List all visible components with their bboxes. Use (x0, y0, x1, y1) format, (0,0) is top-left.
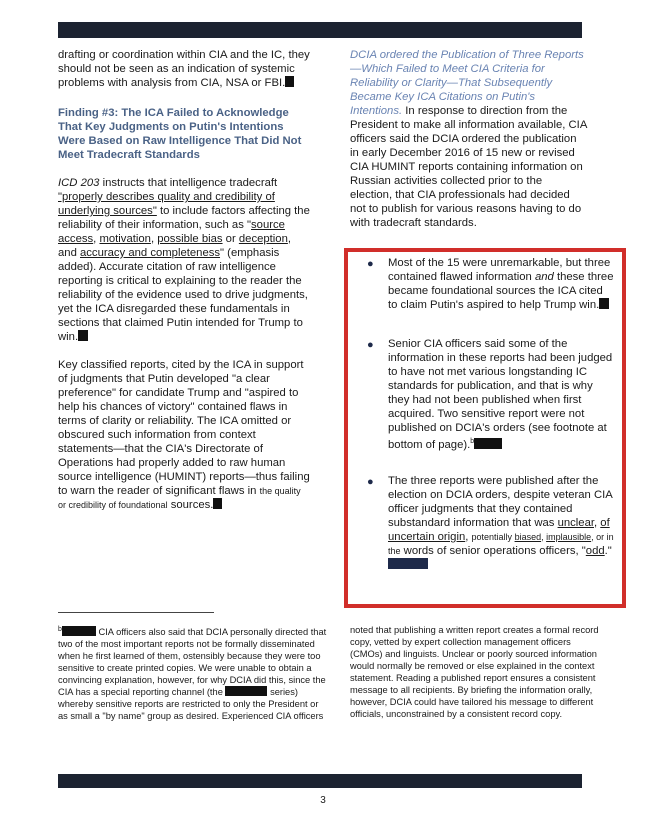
redaction (285, 76, 294, 87)
bullet-icon: ● (367, 476, 374, 488)
redaction (78, 330, 88, 341)
redaction (474, 438, 502, 449)
finding-3-title: Finding #3: The ICA Failed to Acknowledge That Key Judgments on Putin's Intentions Were Based on Raw Intelligence That Did Not Meet Tradecraft Standards (58, 107, 302, 161)
footnote-divider (58, 612, 214, 613)
redaction (388, 558, 428, 569)
right-column (350, 48, 587, 230)
bullet-3: The three reports were published after the election on DCIA orders, despite veteran CIA officer judgments that they contained substandard information that was unclear, of uncertain origin, potentially biased, implausible, or in the words of senior operations officers, "odd." (388, 474, 614, 572)
right-intro: DCIA ordered the Publication of Three Reports—Which Failed to Meet CIA Criteria for Reliability or Clarity—That Subsequently Became Key ICA Citations on Putin's Intentions. In response to direction from the President to make all information available, CIA officers said the DCIA ordered the publication in early December 2016 of 15 new or revised CIA HUMINT reports containing information on Russian activities collected prior to the election, that CIA professionals had decided not to publish for various reasons having to do with tradecraft standards. (350, 49, 587, 229)
right-heading: DCIA ordered the Publication of Three Reports—Which Failed to Meet CIA Criteria for Reliability or Clarity—That Subsequently Became Key ICA Citations on Putin's Intentions. (350, 49, 584, 117)
left-para-3: Key classified reports, cited by the ICA in support of judgments that Putin developed "a clear preference" for candidate Trump and "aspired to help his chances of victory" contained flaws in terms of clarity or reliability. The ICA omitted or obscured such information from context statements—that the CIA's Directorate of Operations had properly added to raw human source intelligence (HUMINT) reports—thus failing to warn the reader of significant flaws in the quality or credibility of foundational sources. (58, 359, 310, 511)
redaction (62, 626, 96, 636)
bullet-icon: ● (367, 339, 374, 351)
redaction (225, 686, 267, 696)
left-para-2: ICD 203 instructs that intelligence tradecraft "properly describes quality and credibility of underlying sources" to include factors affecting the reliability of their information, such as "source access, motivation, possible bias or deception, and accuracy and completeness" (emphasis added). Accurate citation of raw intelligence reporting is critical to explaining to the reader the reliability of the evidence used to drive judgments, yet the ICA disregarded these fundamentals in sections that claimed Putin intended for Trump to win. (58, 177, 310, 343)
footnote-left: $^b$ CIA officers also said that DCIA personally directed that two of the most important reports not be formally disseminated when he first learned of them, ostensibly because they were too sensitive to create printed copies. We were unable to obtain a convincing explanation, however, for why DCIA did this, since the CIA has a special reporting channel (the series) whereby sensitive reports are restricted to only the President or as small a "by name" group as desired. Experienced CIA officers (58, 626, 327, 722)
left-column (58, 48, 310, 512)
bullet-2: Senior CIA officers said some of the information in these reports had been judged to have not met various longstanding IC standards for publication, and that is why they had not been published when first acquired. Two sensitive report were not published on DCIA's orders (see footnote at bottom of page).$^b$ (388, 338, 613, 451)
bullet-icon: ● (367, 258, 374, 270)
left-para-1: drafting or coordination within CIA and the IC, they should not be seen as an indication of systemic problems with analysis from CIA, NSA or FBI. (58, 49, 310, 89)
page-number: 3 (320, 795, 326, 806)
redaction (599, 298, 609, 309)
bullet-1: Most of the 15 were unremarkable, but three contained flawed information and these three became foundational sources the ICA cited to claim Putin's aspired to help Trump win. (388, 257, 614, 311)
bottom-classification-bar (58, 774, 582, 788)
footnote-right: noted that publishing a written report creates a formal record copy, vetted by expert collection management officers (CMOs) and linguists. Unclear or poorly sourced information would normally be removed or else explained in the context statement. Reading a published report ensures a consistent message to all recipients. By briefing the information orally, however, DCIA could have tailored his message to different officials, unconstrained by a consistent record copy. (350, 625, 599, 719)
redaction (213, 498, 222, 509)
top-classification-bar (58, 22, 582, 38)
